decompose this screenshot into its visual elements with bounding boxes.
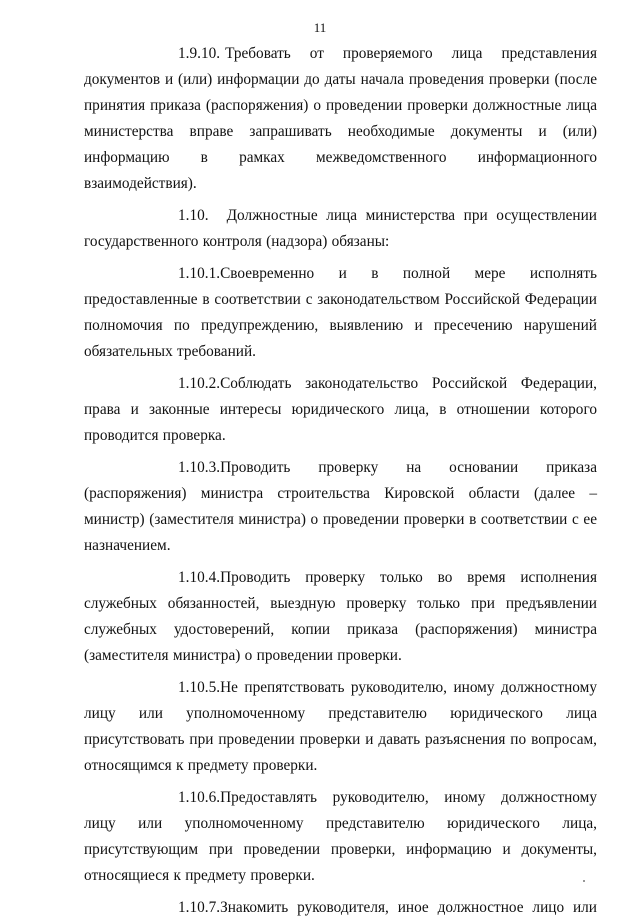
paragraph-number: 1.9.10. [178,45,221,62]
paragraph-number: 1.10.3. [178,459,221,476]
document-body [84,41,597,921]
paragraph-number: 1.10.5. [178,679,221,696]
paragraph-number: 1.10.1. [178,265,221,282]
paragraph-number: 1.10.2. [178,375,221,392]
paragraph-1-10-4 [84,565,597,669]
paragraph-text: Проводить проверку на основании приказа (распоряжения) министра строительства Кировской области (далее – министр) (заместителя министра) о проведении проверки в соответствии с ее назначением. [84,459,597,554]
paragraph-1-10-6 [84,785,597,889]
paragraph-number: 1.10.4. [178,569,221,586]
paragraph-text: Соблюдать законодательство Российской Федерации, права и законные интересы юридического лица, в отношении которого проводится проверка. [84,375,597,444]
paragraph-1-10-2 [84,371,597,449]
page-number: 11 [313,20,327,35]
paragraph-number: 1.10.6. [178,789,221,806]
paragraph-1-10-7 [84,895,597,921]
paragraph-text: Своевременно и в полной мере исполнять предоставленные в соответствии с законодательством Российской Федерации полномочия по предупреждению, выявлению и пресечению нарушений обязательных требований. [84,265,597,360]
paragraph-1-10-1 [84,261,597,365]
paragraph-number: 1.10. [178,207,209,224]
scan-speck [583,880,585,882]
paragraph-text: Проводить проверку только во время исполнения служебных обязанностей, выездную проверку только при предъявлении служебных удостоверений, копии приказа (распоряжения) министра (заместителя министра) о проведении проверки. [84,569,597,664]
paragraph-text: Предоставлять руководителю, иному должностному лицу или уполномоченному представителю юридического лица, присутствующим при проведении проверки, информацию и документы, относящиеся к предмету проверки. [84,789,597,884]
paragraph-text: Не препятствовать руководителю, иному должностному лицу или уполномоченному представителю юридического лица присутствовать при проведении проверки и давать разъяснения по вопросам, относящимся к предмету проверки. [84,679,597,774]
paragraph-1-10-5 [84,675,597,779]
paragraph-number: 1.10.7. [178,899,221,916]
paragraph-text: Должностные лица министерства при осуществлении государственного контроля (надзора) обязаны: [84,207,597,250]
paragraph-text: Требовать от проверяемого лица представления документов и (или) информации до даты начала проведения проверки (после принятия приказа (распоряжения) о проведении проверки должностные лица министерства вправе запрашивать необходимые документы и (или) информацию в рамках межведомственного информационного взаимодействия). [84,45,597,192]
paragraph-1-10-3 [84,455,597,559]
paragraph-text: Знакомить руководителя, иное должностное лицо или [220,899,597,916]
paragraph-1-9-10 [84,41,597,197]
paragraph-1-10 [84,203,597,255]
